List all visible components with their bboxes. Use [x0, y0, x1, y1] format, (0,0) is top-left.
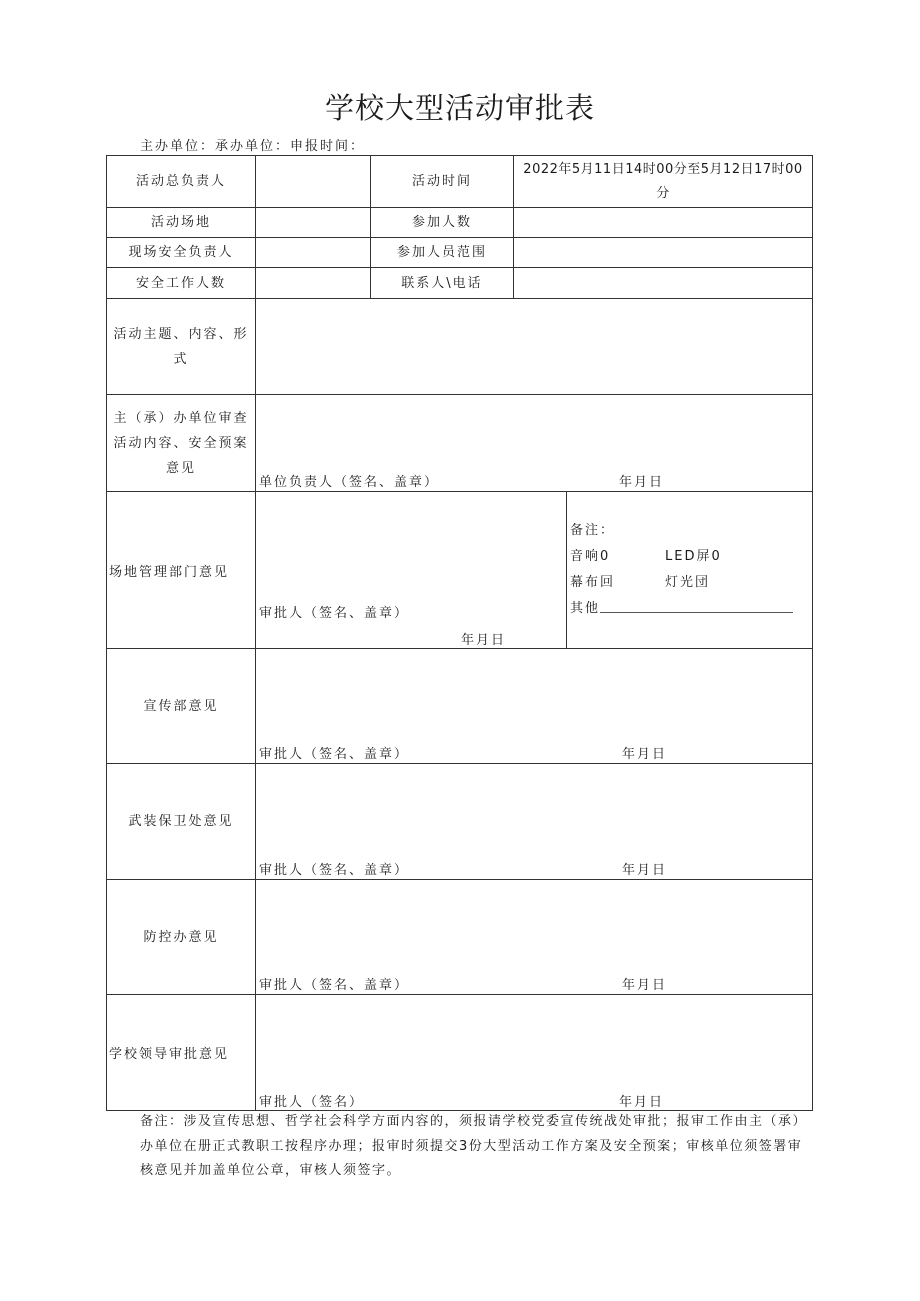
epidemic-approver-sign-label: 审批人（签名、盖章）	[259, 978, 410, 993]
venue-dept-label-cell	[106, 491, 256, 649]
epidemic-label-cell	[106, 879, 256, 995]
safety-staff-label: 安全工作人数	[135, 275, 226, 291]
contact-label: 联系人\电话	[401, 275, 483, 291]
host-date-label: 年月日	[619, 475, 665, 490]
participants-label: 参加人数	[411, 215, 472, 230]
audio-item[interactable]: 音响0	[570, 549, 611, 564]
contact-value-cell[interactable]	[513, 267, 813, 299]
participant-scope-label: 参加人员范围	[396, 245, 487, 260]
host-review-label-cell	[106, 394, 256, 492]
remarks-title: 备注：	[570, 523, 616, 538]
theme-value-cell[interactable]	[255, 298, 813, 395]
leader-label-cell	[106, 155, 256, 208]
propaganda-date-label: 年月日	[622, 747, 668, 762]
equipment-remarks-cell[interactable]	[566, 491, 813, 649]
leadership-label: 学校领导审批意见	[109, 1047, 230, 1062]
security-approver-sign-label: 审批人（签名、盖章）	[259, 863, 410, 878]
theme-label: 活动主题、内容、形式	[113, 326, 249, 367]
participants-label-cell	[370, 207, 514, 238]
footnote: 备注：涉及宣传思想、哲学社会科学方面内容的，须报请学校党委宣传统战处审批；报审工作由主（承）办单位在册正式教职工按程序办理；报审时须提交3份大型活动工作方案及安全预案；审核单位须签署审核意见并加盖单位公章，审核人须签字。	[140, 1114, 808, 1178]
security-label: 武装保卫处意见	[128, 814, 234, 829]
form-title: 学校大型活动审批表	[324, 91, 595, 125]
venue-dept-label: 场地管理部门意见	[109, 564, 230, 580]
safety-leader-label: 现场安全负责人	[128, 245, 234, 260]
contact-label-cell	[370, 267, 514, 299]
propaganda-label: 宣传部意见	[143, 698, 219, 714]
lights-item[interactable]: 灯光団	[665, 575, 711, 590]
venue-label: 活动场地	[150, 215, 211, 230]
venue-value-cell[interactable]	[255, 207, 371, 238]
security-label-cell	[106, 763, 256, 880]
propaganda-label-cell	[106, 648, 256, 764]
venue-date-label: 年月日	[461, 633, 507, 648]
participant-scope-label-cell	[370, 237, 514, 268]
venue-label-cell	[106, 207, 256, 238]
theme-label-cell	[106, 298, 256, 395]
other-underline[interactable]	[600, 612, 793, 613]
header-info-line: 主办单位：承办单位：申报时间：	[140, 139, 366, 154]
epidemic-date-label: 年月日	[622, 978, 668, 993]
leadership-sign-label: 审批人（签名）	[259, 1095, 365, 1110]
time-value: 2022年5月11日14时00分至5月12日17时00分	[523, 161, 803, 201]
epidemic-value-cell[interactable]	[255, 879, 813, 995]
safety-leader-value-cell[interactable]	[255, 237, 371, 268]
participants-value-cell[interactable]	[513, 207, 813, 238]
safety-leader-label-cell	[106, 237, 256, 268]
time-label-cell	[370, 155, 514, 208]
time-value-cell[interactable]	[513, 155, 813, 208]
epidemic-label: 防控办意见	[143, 929, 219, 945]
host-review-label: 主（承）办单位审查活动内容、安全预案意见	[113, 410, 249, 476]
leadership-date-label: 年月日	[619, 1095, 665, 1110]
time-label: 活动时间	[411, 174, 472, 189]
participant-scope-value-cell[interactable]	[513, 237, 813, 268]
approval-form-table	[106, 155, 813, 1111]
security-date-label: 年月日	[622, 863, 668, 878]
propaganda-value-cell[interactable]	[255, 648, 813, 764]
leadership-label-cell	[106, 994, 256, 1111]
other-label: 其他	[570, 601, 601, 616]
host-review-value-cell[interactable]	[255, 394, 813, 492]
leadership-value-cell[interactable]	[255, 994, 813, 1111]
led-item[interactable]: LED屏0	[665, 549, 722, 564]
propaganda-approver-sign-label: 审批人（签名、盖章）	[259, 747, 410, 762]
leader-value-cell[interactable]	[255, 155, 371, 208]
safety-staff-value-cell[interactable]	[255, 267, 371, 299]
safety-staff-label-cell	[106, 267, 256, 299]
venue-dept-value-cell[interactable]	[255, 491, 567, 649]
leader-label: 活动总负责人	[135, 174, 226, 189]
venue-approver-sign-label: 审批人（签名、盖章）	[259, 606, 410, 621]
security-value-cell[interactable]	[255, 763, 813, 880]
curtain-item[interactable]: 幕布回	[570, 575, 616, 590]
host-sign-label: 单位负责人（签名、盖章）	[259, 475, 440, 490]
